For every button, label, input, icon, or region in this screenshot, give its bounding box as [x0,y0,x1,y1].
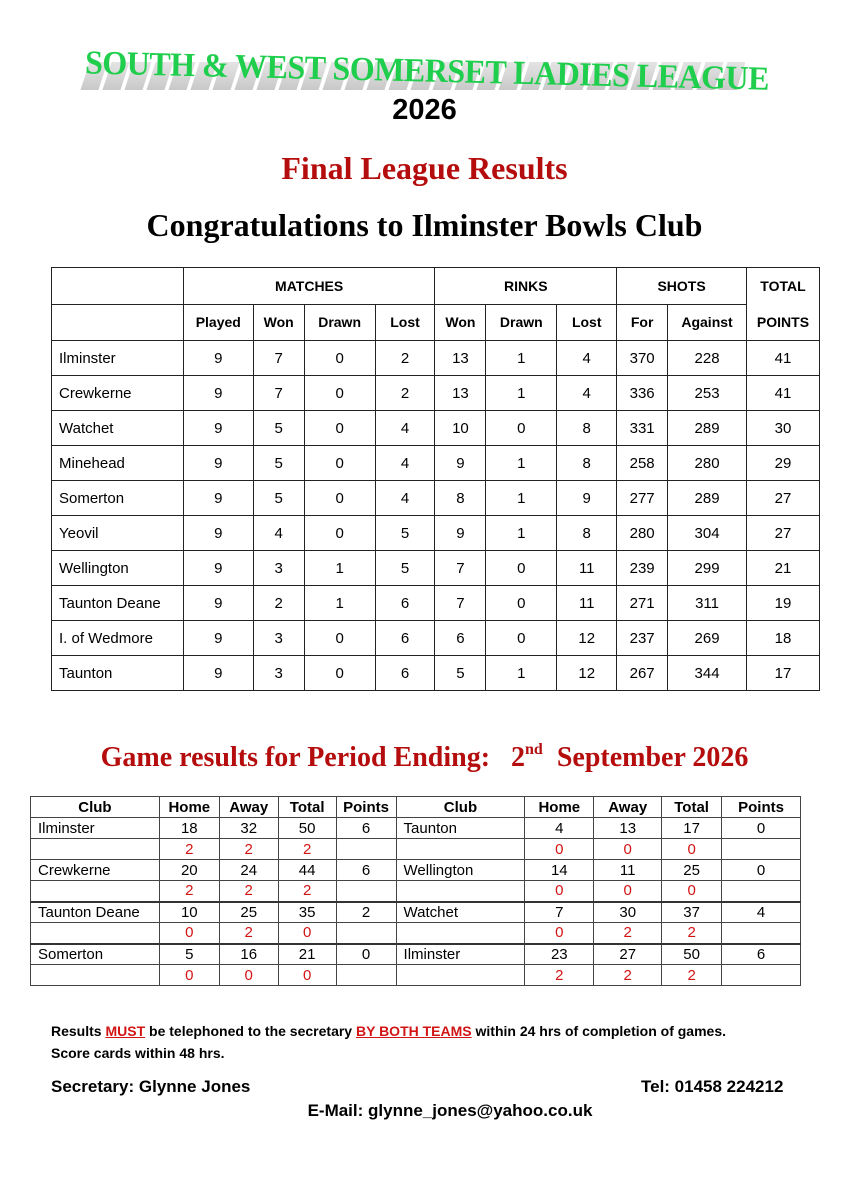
stat-cell: 4 [375,411,435,446]
points-cell [31,881,160,902]
column-header: Against [668,304,747,341]
stat-cell: 0 [486,586,557,621]
stat-cell: 0 [304,376,375,411]
club-name: Taunton Deane [31,902,160,923]
score-cell: 37 [662,902,722,923]
stat-cell: 289 [668,481,747,516]
table-row [52,376,820,411]
stat-cell: 331 [617,411,668,446]
points-row [31,881,801,902]
stat-cell: 27 [746,481,819,516]
notice-text: within 24 hrs of completion of games. [471,1023,726,1039]
club-name: Taunton [52,656,184,691]
score-cell: 7 [525,902,594,923]
points-cell [31,923,160,944]
club-name: Crewkerne [31,860,160,881]
stat-cell: 3 [253,621,304,656]
stat-cell: 19 [746,586,819,621]
column-header: Club [396,797,525,818]
stat-cell: 2 [375,376,435,411]
column-header: Home [159,797,219,818]
score-cell: 32 [219,818,278,839]
score-cell: 14 [525,860,594,881]
table-row [31,944,801,965]
points-row [31,839,801,860]
points-cell: 0 [594,881,662,902]
stat-cell: 1 [304,551,375,586]
column-header: Drawn [486,304,557,341]
games-header-row [31,797,801,818]
period-prefix: Game results for Period Ending: [100,742,491,773]
stat-cell: 1 [304,586,375,621]
score-cell: 27 [594,944,662,965]
points-cell: 2 [219,839,278,860]
stat-cell: 4 [375,446,435,481]
blank-cell [52,268,184,305]
column-header: Away [594,797,662,818]
table-row [52,481,820,516]
points-cell: 2 [219,923,278,944]
points-cell [396,881,525,902]
column-header: Club [31,797,160,818]
stat-cell: 5 [253,446,304,481]
score-cell: 6 [336,818,396,839]
club-name: Taunton Deane [52,586,184,621]
points-cell [722,923,801,944]
points-cell: 2 [278,839,336,860]
column-header: Points [336,797,396,818]
club-name: Crewkerne [52,376,184,411]
season-year: 2026 [392,94,457,126]
points-label: POINTS [756,314,810,330]
club-name: Ilminster [31,818,160,839]
stat-cell: 1 [486,656,557,691]
score-cell: 44 [278,860,336,881]
league-name: SOUTH & WEST SOMERSET LADIES LEAGUE [84,42,770,98]
period-heading [0,741,849,774]
points-cell: 2 [278,881,336,902]
stat-cell: 0 [304,656,375,691]
secretary-email: E-Mail: glynne_jones@yahoo.co.uk [307,1101,593,1120]
stat-cell: 277 [617,481,668,516]
stat-cell: 6 [375,586,435,621]
stat-cell: 8 [557,411,617,446]
stat-cell: 7 [253,341,304,376]
stat-cell: 311 [668,586,747,621]
stat-cell: 0 [304,516,375,551]
shots-header: SHOTS [617,268,747,305]
score-cell: 4 [722,902,801,923]
club-name: Wellington [52,551,184,586]
stat-cell: 10 [435,411,486,446]
table-row [52,411,820,446]
stat-cell: 228 [668,341,747,376]
stat-cell: 253 [668,376,747,411]
stat-cell: 1 [486,481,557,516]
points-cell: 2 [219,881,278,902]
points-cell: 2 [159,881,219,902]
stat-cell: 9 [183,621,253,656]
stat-cell: 258 [617,446,668,481]
points-cell: 2 [662,965,722,986]
blank-cell [52,304,184,341]
club-name: I. of Wedmore [52,621,184,656]
points-cell: 0 [525,881,594,902]
period-suffix: nd [525,741,543,758]
league-table [51,267,820,691]
points-cell: 2 [525,965,594,986]
stat-cell: 0 [304,446,375,481]
points-cell [336,881,396,902]
stat-cell: 1 [486,376,557,411]
club-name: Taunton [396,818,525,839]
score-cell: 25 [662,860,722,881]
table-row [52,551,820,586]
points-cell: 0 [662,881,722,902]
score-cell: 25 [219,902,278,923]
stat-cell: 12 [557,621,617,656]
reporting-notice [51,1020,831,1064]
points-cell: 0 [159,923,219,944]
points-cell [336,965,396,986]
stat-cell: 4 [253,516,304,551]
column-header: Points [722,797,801,818]
league-column-header [52,304,820,341]
score-cell: 30 [594,902,662,923]
score-cell: 17 [662,818,722,839]
points-row [31,965,801,986]
stat-cell: 5 [375,516,435,551]
score-cell: 13 [594,818,662,839]
points-cell: 2 [159,839,219,860]
secretary-name: Secretary: Glynne Jones [51,1077,251,1096]
points-cell: 0 [594,839,662,860]
score-cell: 50 [278,818,336,839]
stat-cell: 304 [668,516,747,551]
table-row [52,446,820,481]
period-date: September 2026 [556,742,749,773]
stat-cell: 1 [486,446,557,481]
points-cell [722,839,801,860]
stat-cell: 3 [253,656,304,691]
final-results-title: Final League Results [281,150,568,186]
stat-cell: 9 [183,551,253,586]
column-header: Won [435,304,486,341]
score-cell: 6 [722,944,801,965]
score-cell: 20 [159,860,219,881]
stat-cell: 5 [435,656,486,691]
column-header: Total [278,797,336,818]
stat-cell: 2 [375,341,435,376]
stat-cell: 5 [253,481,304,516]
both-teams-emphasis: BY BOTH TEAMS [355,1023,472,1039]
score-cell: 10 [159,902,219,923]
points-row [31,923,801,944]
stat-cell: 11 [557,551,617,586]
stat-cell: 5 [253,411,304,446]
notice-line-1 [51,1020,831,1042]
stat-cell: 13 [435,376,486,411]
points-cell [31,965,160,986]
must-emphasis: MUST [105,1023,146,1039]
column-header: Won [253,304,304,341]
stat-cell: 9 [183,446,253,481]
stat-cell: 1 [486,516,557,551]
stat-cell: 9 [557,481,617,516]
stat-cell: 9 [183,516,253,551]
club-name: Watchet [396,902,525,923]
stat-cell: 8 [557,446,617,481]
stat-cell: 18 [746,621,819,656]
stat-cell: 0 [486,621,557,656]
stat-cell: 269 [668,621,747,656]
club-name: Wellington [396,860,525,881]
column-header: For [617,304,668,341]
stat-cell: 7 [435,551,486,586]
table-row [52,621,820,656]
points-cell [722,965,801,986]
score-cell: 18 [159,818,219,839]
points-cell: 0 [219,965,278,986]
stat-cell: 21 [746,551,819,586]
club-name: Ilminster [396,944,525,965]
score-cell: 23 [525,944,594,965]
points-cell [396,965,525,986]
stat-cell: 7 [253,376,304,411]
total-points-header [746,268,819,341]
notice-text: be telephoned to the secretary [145,1023,356,1039]
stat-cell: 9 [435,516,486,551]
stat-cell: 29 [746,446,819,481]
points-cell [336,839,396,860]
points-cell [396,839,525,860]
table-row [31,818,801,839]
points-cell: 0 [278,923,336,944]
score-cell: 11 [594,860,662,881]
stat-cell: 280 [617,516,668,551]
stat-cell: 8 [557,516,617,551]
table-row [52,516,820,551]
stat-cell: 6 [435,621,486,656]
stat-cell: 11 [557,586,617,621]
stat-cell: 1 [486,341,557,376]
club-name: Ilminster [52,341,184,376]
stat-cell: 9 [183,411,253,446]
stat-cell: 344 [668,656,747,691]
points-cell [722,881,801,902]
stat-cell: 299 [668,551,747,586]
stat-cell: 6 [375,621,435,656]
stat-cell: 271 [617,586,668,621]
score-cell: 5 [159,944,219,965]
stat-cell: 0 [486,551,557,586]
stat-cell: 9 [183,481,253,516]
points-cell: 0 [662,839,722,860]
column-header: Played [183,304,253,341]
stat-cell: 336 [617,376,668,411]
congratulations-heading: Congratulations to Ilminster Bowls Club [146,207,703,243]
points-cell: 0 [525,923,594,944]
column-header: Lost [375,304,435,341]
stat-cell: 17 [746,656,819,691]
score-cell: 6 [336,860,396,881]
score-cell: 35 [278,902,336,923]
stat-cell: 5 [375,551,435,586]
column-header: Lost [557,304,617,341]
points-cell: 2 [662,923,722,944]
stat-cell: 9 [183,376,253,411]
stat-cell: 8 [435,481,486,516]
stat-cell: 0 [304,411,375,446]
score-cell: 21 [278,944,336,965]
stat-cell: 13 [435,341,486,376]
stat-cell: 4 [375,481,435,516]
points-cell: 2 [594,923,662,944]
club-name: Yeovil [52,516,184,551]
stat-cell: 280 [668,446,747,481]
table-row [52,656,820,691]
column-header: Total [662,797,722,818]
score-cell: 0 [722,818,801,839]
points-cell [336,923,396,944]
stat-cell: 12 [557,656,617,691]
table-row [31,902,801,923]
points-cell: 0 [159,965,219,986]
stat-cell: 0 [486,411,557,446]
secretary-phone: Tel: 01458 224212 [641,1077,784,1096]
stat-cell: 41 [746,376,819,411]
stat-cell: 289 [668,411,747,446]
points-cell: 2 [594,965,662,986]
table-row [52,586,820,621]
club-name: Minehead [52,446,184,481]
stat-cell: 9 [183,341,253,376]
column-header: Away [219,797,278,818]
score-cell: 4 [525,818,594,839]
stat-cell: 370 [617,341,668,376]
points-cell: 0 [278,965,336,986]
club-name: Somerton [52,481,184,516]
notice-line-2: Score cards within 48 hrs. [51,1045,225,1061]
points-cell: 0 [525,839,594,860]
stat-cell: 27 [746,516,819,551]
club-name: Somerton [31,944,160,965]
score-cell: 16 [219,944,278,965]
stat-cell: 9 [435,446,486,481]
stat-cell: 6 [375,656,435,691]
points-cell [31,839,160,860]
league-group-header [52,268,820,305]
stat-cell: 237 [617,621,668,656]
stat-cell: 9 [183,586,253,621]
club-name: Watchet [52,411,184,446]
league-banner [84,42,770,98]
rinks-header: RINKS [435,268,617,305]
score-cell: 0 [336,944,396,965]
table-row [31,860,801,881]
stat-cell: 2 [253,586,304,621]
stat-cell: 239 [617,551,668,586]
total-label: TOTAL [760,278,806,294]
period-day: 2 [511,742,526,773]
stat-cell: 4 [557,341,617,376]
stat-cell: 0 [304,341,375,376]
score-cell: 0 [722,860,801,881]
stat-cell: 0 [304,621,375,656]
stat-cell: 9 [183,656,253,691]
game-results-table [30,796,801,986]
points-cell [396,923,525,944]
matches-header: MATCHES [183,268,435,305]
column-header: Drawn [304,304,375,341]
stat-cell: 0 [304,481,375,516]
score-cell: 2 [336,902,396,923]
score-cell: 50 [662,944,722,965]
stat-cell: 3 [253,551,304,586]
table-row [52,341,820,376]
stat-cell: 4 [557,376,617,411]
stat-cell: 30 [746,411,819,446]
stat-cell: 7 [435,586,486,621]
column-header: Home [525,797,594,818]
notice-text: Results [51,1023,106,1039]
stat-cell: 41 [746,341,819,376]
stat-cell: 267 [617,656,668,691]
score-cell: 24 [219,860,278,881]
